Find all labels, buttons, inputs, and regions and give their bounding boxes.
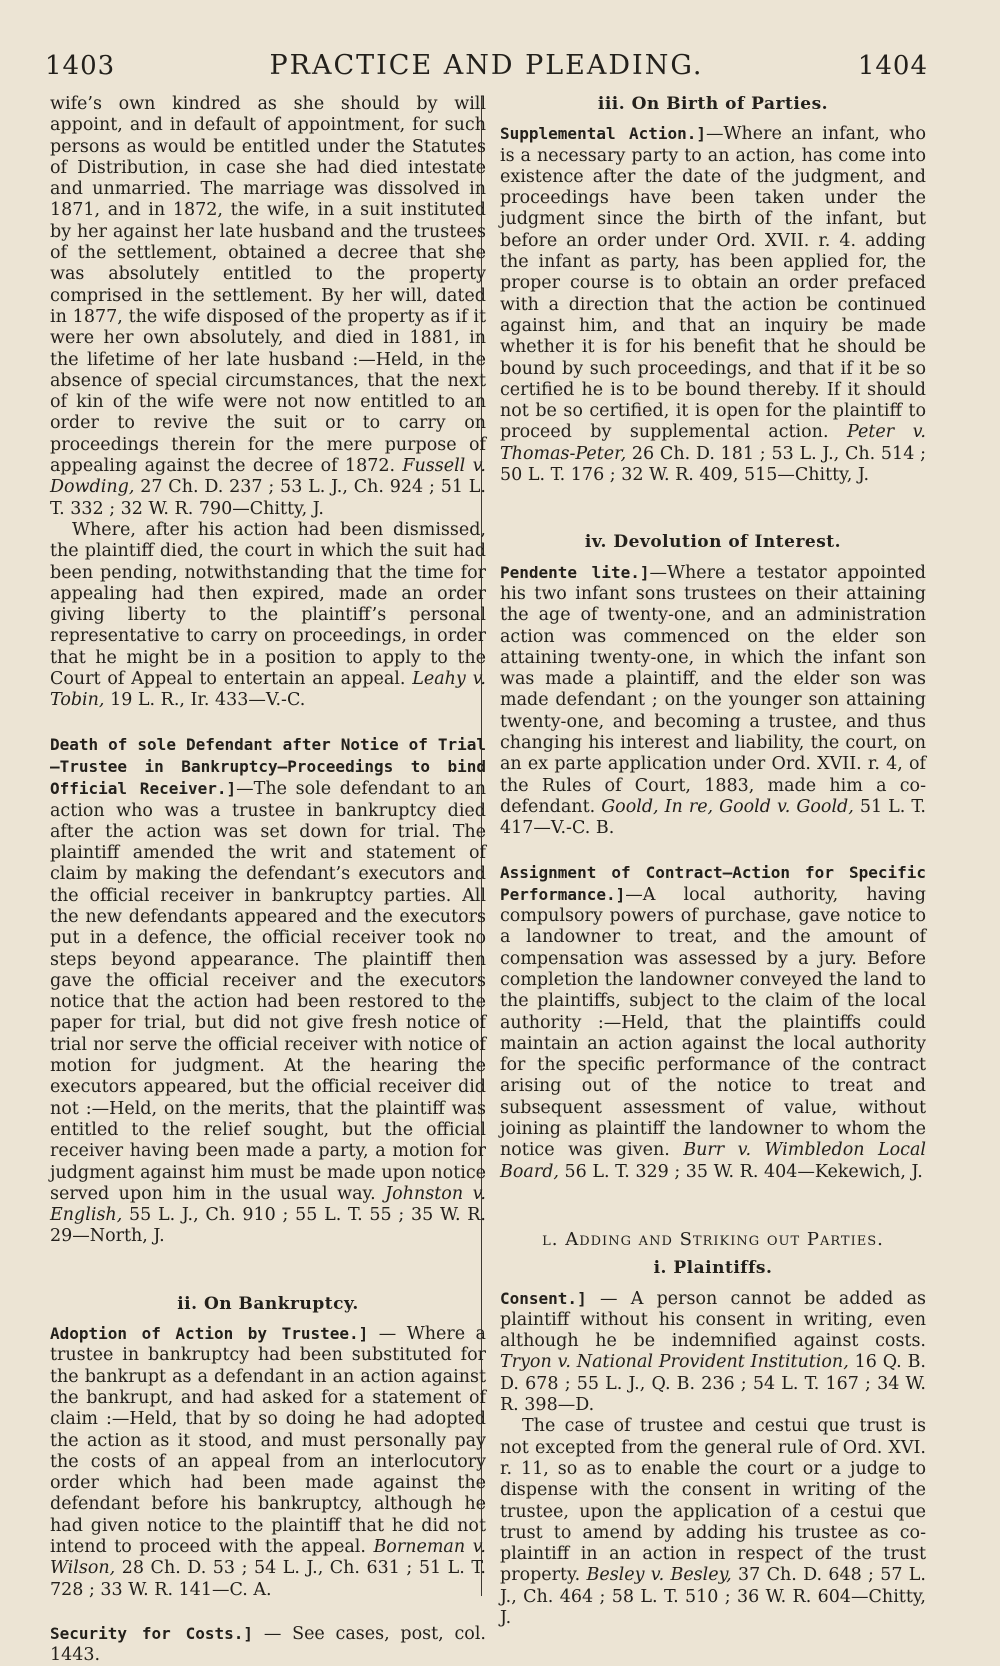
column-number-left: 1403 — [45, 51, 116, 81]
column-number-right: 1404 — [857, 51, 928, 81]
section-heading: iii. On Birth of Parties. — [597, 94, 829, 114]
paragraph: Supplemental Action.]—Where an infant, who is a necessary party to an action, has come into existence after the date of the judgment, and proceedings have been taken under the judgment since the birth of the infant, but before an order under Ord. XVII. r. 4. adding the infant as party, has been applied for, the proper course is to obtain an order prefaced with a direction that the action be continued against him, and that an inquiry be made whether it is for his benefit that he should be bound by such proceedings, and that if it be so certified he is to be bound thereby. If it should not be so certified, it is open for the plaintiff to proceed by supplemental action. Peter v. Thomas-Peter, 26 Ch. D. 181 ; 53 L. J., Ch. 514 ; 50 L. T. 176 ; 32 W. R. 409, 515—Chitty, J. — [500, 124, 926, 486]
paragraph: Pendente lite.]—Where a testator appointed his two infant sons trustees on their attaining the age of twenty-one, and an administration action was commenced on the elder son attaining twenty-one, in which the infant son was made a plaintiff, and the elder son was made defendant ; on the younger son attaining twenty-one, and becoming a trustee, and thus changing his interest and liability, the court, on an ex parte application under Ord. XVII. r. 4, of the Rules of Court, 1883, made him a co-defendant. Goold, In re, Goold v. Goold, 51 L. T. 417—V.-C. B. — [500, 562, 926, 839]
citation: 55 L. J., Ch. 910 ; 55 L. T. 55 ; 35 W. R. 29—North, J. — [50, 1205, 486, 1247]
case-name: Johnston v. English, — [50, 1183, 486, 1226]
case-name: Tryon v. National Provident Institution, — [500, 1352, 849, 1373]
catchword: Adoption of Action by Trustee.] — [50, 1324, 369, 1344]
catchword: Supplemental Action.] — [500, 124, 707, 144]
section-heading: iv. Devolution of Interest. — [584, 532, 842, 553]
paragraph: Where, after his action had been dismissed, the plaintiff died, the court in which the suit had been pending, notwithstanding that the time for appealing had then expired, made an order giving liberty to the plaintiff’s personal representative to carry on proceedings, in order that he might be in a position to apply to the Court of Appeal to entertain an appeal. Leahy v. Tobin, 19 L. R., Ir. 433—V.-C. — [50, 519, 486, 711]
citation: 56 L. T. 329 ; 35 W. R. 404—Kekewich, J. — [564, 1161, 923, 1182]
paragraph: wife’s own kindred as she should by will appoint, and in default of appointment, for such persons as would be entitled under the Statutes of Distribution, in case she had died intestate and unmarried. The marriage was dissolved in 1871, and in 1872, the wife, in a suit instituted by her against her late husband and the trustees of the settlement, obtained a decree that she was absolutely entitled to the property comprised in the settlement. By her will, dated in 1877, the wife disposed of the property as if it were her own absolutely, and died in 1881, in the lifetime of her late husband :—Held, in the absence of special circumstances, that the next of kin of the wife were not now entitled to an order to revive the suit or to carry on proceedings therein for the mere purpose of appealing against the decree of 1872. Fussell v. Dowding, 27 Ch. D. 237 ; 53 L. J., Ch. 924 ; 51 L. T. 332 ; 32 W. R. 790—Chitty, J. — [50, 94, 486, 519]
catchword: Assignment of Contract—Action for Specific Performance.] — [500, 862, 926, 904]
case-name: Besley v. Besley, — [586, 1565, 732, 1586]
citation: 26 Ch. D. 181 ; 53 L. J., Ch. 514 ; 50 L. T. 176 ; 32 W. R. 409, 515—Chitty, J. — [500, 443, 926, 486]
citation: 16 Q. B. D. 678 ; 55 L. J., Q. B. 236 ; 54 L. T. 167 ; 34 W. R. 398—D. — [500, 1352, 926, 1416]
left-column — [50, 94, 486, 1666]
catchword: Pendente lite.] — [500, 562, 650, 582]
catchword: Death of sole Defendant after Notice of Trial—Trustee in Bankruptcy—Proceedings to bind Official Receiver.] — [50, 734, 486, 799]
paragraph: Death of sole Defendant after Notice of Trial—Trustee in Bankruptcy—Proceedings to bind Official Receiver.]—The sole defendant to an action who was a trustee in bankruptcy died after the action was set down for trial. The plaintiff amended the writ and statement of claim by making the defendant’s executors and the official receiver in bankruptcy parties. All the new defendants appeared and the executors put in a defence, the official receiver took no steps beyond appearance. The plaintiff then gave the official receiver and the executors notice that the action had been restored to the paper for trial, but did not give fresh notice of trial nor serve the official receiver with notice of motion for judgment. At the hearing the executors appeared, but the official receiver did not :—Held, on the merits, that the plaintiff was entitled to the relief sought, but the official receiver having been made a party, a motion for judgment against him must be made upon notice served upon him in the usual way. Johnston v. English, 55 L. J., Ch. 910 ; 55 L. T. 55 ; 35 W. R. 29—North, J. — [50, 734, 486, 1247]
case-name: Goold, In re, Goold v. Goold, — [601, 796, 854, 817]
paragraph: Security for Costs.] — See cases, post, col. 1443. — [50, 1623, 486, 1666]
paragraph: Adoption of Action by Trustee.] — Where a trustee in bankruptcy had been substituted for the bankrupt as a defendant in an action against the bankrupt, and had asked for a statement of claim :—Held, that by so doing he had adopted the action as it stood, and must personally pay the costs of an appeal from an interlocutory order which had been made against the defendant before his bankruptcy, although he had given notice to the plaintiff that he did not intend to proceed with the appeal. Borneman v. Wilson, 28 Ch. D. 53 ; 54 L. J., Ch. 631 ; 51 L. T. 728 ; 33 W. R. 141—C. A. — [50, 1324, 486, 1600]
case-name: Peter v. Thomas-Peter, — [500, 422, 926, 464]
citation: 51 L. T. 417—V.-C. B. — [500, 796, 926, 839]
citation: 28 Ch. D. 53 ; 54 L. J., Ch. 631 ; 51 L. T. 728 ; 33 W. R. 141—C. A. — [50, 1558, 486, 1600]
section-heading: ii. On Bankruptcy. — [177, 1293, 359, 1314]
paragraph: Assignment of Contract—Action for Specific Performance.]—A local authority, having compulsory powers of purchase, gave notice to a landowner to treat, and the amount of compensation was assessed by a jury. Before completion the landowner conveyed the land to the plaintiffs, subject to the claim of the local authority :—Held, that the plaintiffs could maintain an action against the local authority for the specific performance of the contract arising out of the notice to treat and subsequent assessment of value, without joining as plaintiff the landowner to whom the notice was given. Burr v. Wimbledon Local Board, 56 L. T. 329 ; 35 W. R. 404—Kekewich, J. — [500, 862, 926, 1182]
paragraph: Consent.] — A person cannot be added as plaintiff without his consent in writing, even although he be indemnified against costs. Tryon v. National Provident Institution, 16 Q. B. D. 678 ; 55 L. J., Q. B. 236 ; 54 L. T. 167 ; 34 W. R. 398—D. — [500, 1288, 926, 1416]
right-column — [500, 94, 926, 1629]
paragraph: The case of trustee and cestui que trust is not excepted from the general rule of Ord. XVI. r. 11, so as to enable the court or a judge to dispense with the consent in writing of the trustee, upon the application of a cestui que trust to amend by adding his trustee as co-plaintiff in an action in respect of the trust property. Besley v. Besley, 37 Ch. D. 648 ; 57 L. J., Ch. 464 ; 58 L. T. 510 ; 36 W. R. 604—Chitty, J. — [500, 1416, 926, 1628]
catchword: Consent.] — [500, 1288, 587, 1308]
page-title: PRACTICE AND PLEADING. — [269, 50, 704, 81]
citation: 19 L. R., Ir. 433—V.-C. — [110, 690, 306, 711]
case-name: Borneman v. Wilson, — [50, 1537, 486, 1579]
page-header — [45, 50, 928, 90]
case-name: Fussell v. Dowding, — [50, 456, 486, 498]
case-name: Leahy v. Tobin, — [50, 669, 486, 711]
catchword: Security for Costs.] — [50, 1623, 254, 1643]
case-name: Burr v. Wimbledon Local Board, — [500, 1140, 926, 1182]
section-heading: l. Adding and Striking out Parties. — [542, 1228, 884, 1250]
citation: 37 Ch. D. 648 ; 57 L. J., Ch. 464 ; 58 L. T. 510 ; 36 W. R. 604—Chitty, J. — [500, 1565, 926, 1628]
sub-heading: i. Plaintiffs. — [653, 1258, 773, 1279]
citation: 27 Ch. D. 237 ; 53 L. J., Ch. 924 ; 51 L. T. 332 ; 32 W. R. 790—Chitty, J. — [50, 477, 486, 519]
